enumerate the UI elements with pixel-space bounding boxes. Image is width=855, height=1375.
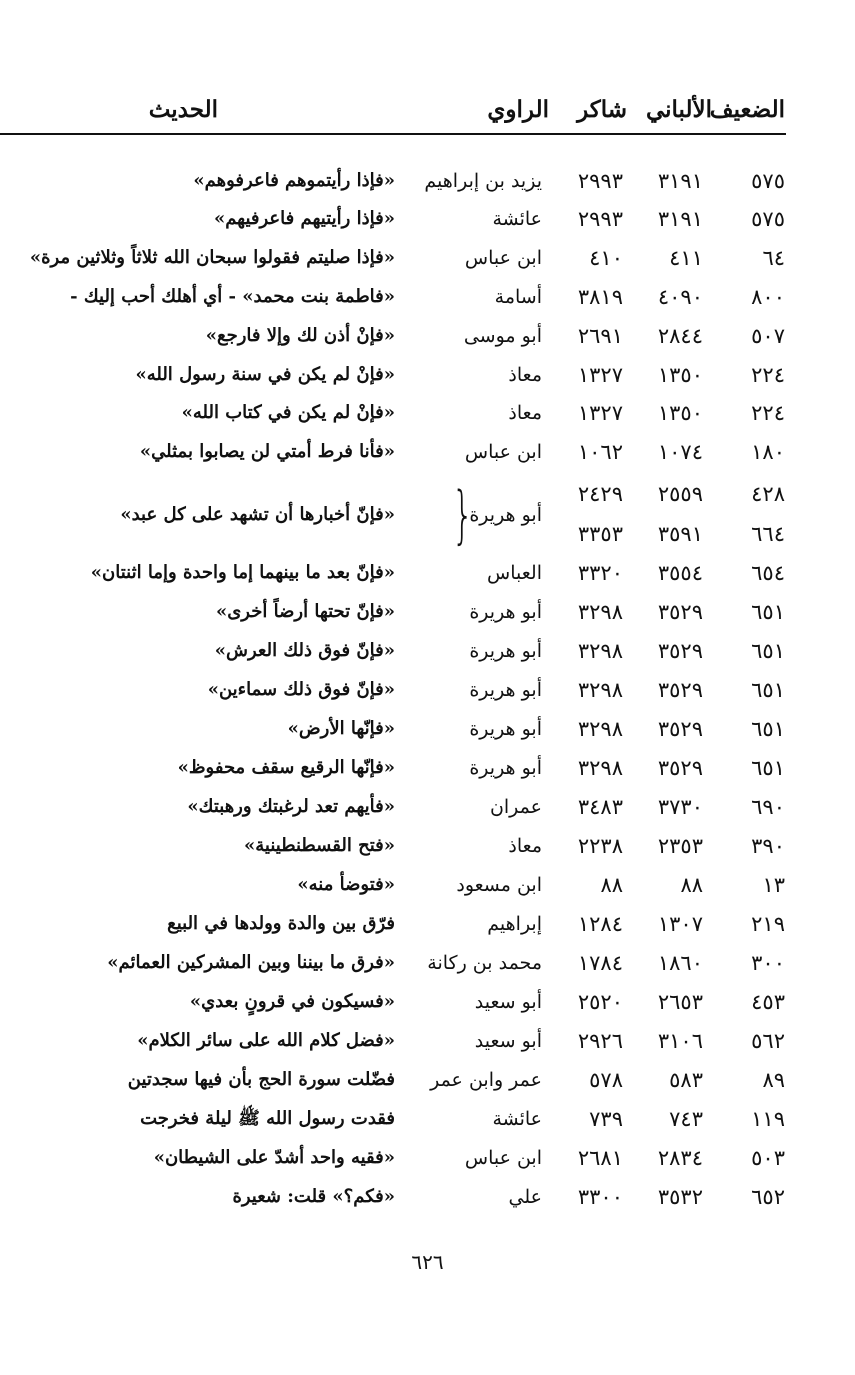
merged-rawi: أبو هريرة bbox=[469, 504, 542, 526]
cell-albani: ٣٥٣٢ bbox=[657, 1185, 703, 1209]
table-row bbox=[0, 239, 855, 277]
cell-shakir: ٣٣٥٣ bbox=[577, 522, 623, 546]
cell-rawi: أبو سعيد bbox=[474, 991, 542, 1013]
cell-shakir: ٢٤٢٩ bbox=[577, 482, 623, 506]
header-shakir: شاكر bbox=[577, 96, 627, 123]
cell-albani: ٣٥٢٩ bbox=[657, 756, 703, 780]
cell-rawi: علي bbox=[508, 1186, 542, 1208]
cell-hadith: «فإنْ لم يكن في سنة رسول الله» bbox=[135, 364, 395, 385]
cell-hadith: «فقيه واحد أشدّ على الشيطان» bbox=[153, 1147, 395, 1168]
cell-rawi: أبو هريرة bbox=[469, 757, 542, 779]
cell-hadith: فقدت رسول الله ﷺ ليلة فخرجت bbox=[140, 1108, 395, 1129]
cell-daif: ٥٠٣ bbox=[751, 1146, 785, 1170]
cell-daif: ٥٧٥ bbox=[751, 207, 785, 231]
header-rawi: الراوي bbox=[487, 96, 549, 123]
cell-rawi: ابن عباس bbox=[464, 1147, 542, 1169]
cell-daif: ٥٠٧ bbox=[751, 324, 785, 348]
cell-rawi: عمران bbox=[489, 796, 542, 818]
cell-shakir: ٣٢٩٨ bbox=[577, 678, 623, 702]
cell-rawi: إبراهيم bbox=[487, 913, 542, 935]
cell-daif: ٢٢٤ bbox=[751, 363, 785, 387]
cell-shakir: ٣٢٩٨ bbox=[577, 756, 623, 780]
cell-daif: ٦٦٤ bbox=[751, 522, 785, 546]
cell-albani: ٣٥٢٩ bbox=[657, 678, 703, 702]
cell-rawi: عائشة bbox=[492, 1108, 542, 1130]
cell-albani: ١٨٦٠ bbox=[657, 951, 703, 975]
cell-daif: ٤٢٨ bbox=[751, 482, 785, 506]
cell-shakir: ١٣٢٧ bbox=[577, 401, 623, 425]
cell-rawi: معاذ bbox=[508, 364, 542, 386]
cell-daif: ٦٥٤ bbox=[751, 561, 785, 585]
table-row bbox=[0, 710, 855, 748]
cell-shakir: ٣٣٢٠ bbox=[577, 561, 623, 585]
cell-daif: ٤٥٣ bbox=[751, 990, 785, 1014]
table-row bbox=[0, 278, 855, 316]
cell-shakir: ٢٩٩٣ bbox=[577, 207, 623, 231]
cell-hadith: «فإنّ فوق ذلك سماءين» bbox=[207, 679, 395, 700]
cell-albani: ٤١١ bbox=[669, 246, 703, 270]
cell-daif: ٦٥١ bbox=[751, 639, 785, 663]
table-row bbox=[0, 671, 855, 709]
cell-daif: ٢٢٤ bbox=[751, 401, 785, 425]
cell-daif: ٦٥١ bbox=[751, 600, 785, 624]
cell-hadith: «فإنّ تحتها أرضاً أخرى» bbox=[215, 601, 395, 622]
cell-hadith: «فكم؟» قلت: شعيرة bbox=[232, 1186, 395, 1207]
cell-albani: ٢٨٣٤ bbox=[657, 1146, 703, 1170]
cell-albani: ٢٣٥٣ bbox=[657, 834, 703, 858]
merged-hadith: «فإنّ أخبارها أن تشهد على كل عبد» bbox=[120, 504, 395, 525]
cell-rawi: ابن عباس bbox=[464, 247, 542, 269]
cell-shakir: ٥٧٨ bbox=[589, 1068, 623, 1092]
cell-albani: ٢٨٤٤ bbox=[657, 324, 703, 348]
cell-daif: ٦٥١ bbox=[751, 678, 785, 702]
cell-shakir: ٢٩٩٣ bbox=[577, 169, 623, 193]
cell-albani: ٢٦٥٣ bbox=[657, 990, 703, 1014]
cell-rawi: أبو هريرة bbox=[469, 640, 542, 662]
cell-daif: ١٨٠ bbox=[751, 440, 785, 464]
cell-albani: ٣٥٥٤ bbox=[657, 561, 703, 585]
cell-shakir: ٢٥٢٠ bbox=[577, 990, 623, 1014]
cell-rawi: أبو هريرة bbox=[469, 679, 542, 701]
cell-albani: ٧٤٣ bbox=[669, 1107, 703, 1131]
cell-shakir: ١٣٢٧ bbox=[577, 363, 623, 387]
cell-rawi: يزيد بن إبراهيم bbox=[424, 170, 542, 192]
cell-daif: ٢١٩ bbox=[751, 912, 785, 936]
table-row bbox=[0, 394, 855, 432]
cell-shakir: ٣٢٩٨ bbox=[577, 639, 623, 663]
header-albani: الألباني bbox=[645, 96, 712, 123]
cell-rawi: محمد بن ركانة bbox=[427, 952, 542, 974]
cell-rawi: معاذ bbox=[508, 835, 542, 857]
cell-hadith: فضّلت سورة الحج بأن فيها سجدتين bbox=[127, 1069, 395, 1090]
table-row bbox=[0, 827, 855, 865]
cell-shakir: ٣٣٠٠ bbox=[577, 1185, 623, 1209]
table-row bbox=[0, 1139, 855, 1177]
table-row bbox=[0, 1061, 855, 1099]
cell-hadith: «فسيكون في قرونٍ بعدي» bbox=[189, 991, 395, 1012]
cell-daif: ٣٩٠ bbox=[751, 834, 785, 858]
cell-daif: ٨٩ bbox=[762, 1068, 785, 1092]
grouping-brace: } bbox=[451, 478, 474, 551]
cell-hadith: «فاطمة بنت محمد» - أي أهلك أحب إليك - bbox=[70, 286, 395, 307]
cell-rawi: ابن عباس bbox=[464, 441, 542, 463]
cell-shakir: ٤١٠ bbox=[589, 246, 623, 270]
cell-albani: ٣٥٩١ bbox=[657, 522, 703, 546]
cell-shakir: ٢٩٢٦ bbox=[577, 1029, 623, 1053]
table-row bbox=[0, 593, 855, 631]
cell-shakir: ٢٦٩١ bbox=[577, 324, 623, 348]
cell-daif: ٦٥١ bbox=[751, 756, 785, 780]
table-row bbox=[0, 317, 855, 355]
cell-rawi: أبو موسى bbox=[463, 325, 542, 347]
cell-rawi: ابن مسعود bbox=[456, 874, 542, 896]
cell-daif: ١١٩ bbox=[751, 1107, 785, 1131]
table-row bbox=[0, 356, 855, 394]
cell-shakir: ١٢٨٤ bbox=[577, 912, 623, 936]
cell-albani: ١٠٧٤ bbox=[657, 440, 703, 464]
cell-albani: ١٣٥٠ bbox=[657, 401, 703, 425]
cell-hadith: «فإنْ أذن لك وإلا فارجع» bbox=[205, 325, 395, 346]
cell-shakir: ٧٣٩ bbox=[589, 1107, 623, 1131]
cell-daif: ٥٦٢ bbox=[751, 1029, 785, 1053]
header-hadith: الحديث bbox=[148, 96, 218, 123]
cell-daif: ٥٧٥ bbox=[751, 169, 785, 193]
table-row bbox=[0, 632, 855, 670]
table-row bbox=[0, 788, 855, 826]
cell-shakir: ٢٢٣٨ bbox=[577, 834, 623, 858]
cell-hadith: «فأيهم تعد لرغبتك ورهبتك» bbox=[187, 796, 395, 817]
table-row bbox=[0, 1178, 855, 1216]
cell-rawi: عمر وابن عمر bbox=[430, 1069, 542, 1091]
table-row bbox=[0, 944, 855, 982]
cell-shakir: ١٧٨٤ bbox=[577, 951, 623, 975]
table-row bbox=[0, 866, 855, 904]
cell-daif: ٨٠٠ bbox=[751, 285, 785, 309]
table-row bbox=[0, 200, 855, 238]
cell-shakir: ٣٢٩٨ bbox=[577, 717, 623, 741]
cell-shakir: ١٠٦٢ bbox=[577, 440, 623, 464]
cell-hadith: «فإذا صليتم فقولوا سبحان الله ثلاثاً وثلاثين مرة» bbox=[29, 247, 395, 268]
cell-hadith: «فرق ما بيننا وبين المشركين العمائم» bbox=[107, 952, 395, 973]
cell-hadith: «فتح القسطنطينية» bbox=[244, 835, 395, 856]
cell-daif: ٦٥١ bbox=[751, 717, 785, 741]
page-number: ٦٢٦ bbox=[411, 1250, 444, 1274]
cell-daif: ٦٩٠ bbox=[751, 795, 785, 819]
table-row bbox=[0, 1100, 855, 1138]
cell-hadith: «فإنّها الأرض» bbox=[287, 718, 395, 739]
table-row bbox=[0, 905, 855, 943]
cell-hadith: «فضل كلام الله على سائر الكلام» bbox=[137, 1030, 395, 1051]
table-row bbox=[0, 1022, 855, 1060]
cell-rawi: معاذ bbox=[508, 402, 542, 424]
cell-albani: ٣٥٢٩ bbox=[657, 717, 703, 741]
cell-shakir: ٣٢٩٨ bbox=[577, 600, 623, 624]
merged-row bbox=[0, 496, 855, 534]
cell-hadith: «فإذا رأيتموهم فاعرفوهم» bbox=[193, 170, 395, 191]
table-row bbox=[0, 983, 855, 1021]
cell-rawi: أبو هريرة bbox=[469, 718, 542, 740]
cell-albani: ٣١٩١ bbox=[657, 207, 703, 231]
cell-hadith: «فإنْ لم يكن في كتاب الله» bbox=[181, 402, 395, 423]
cell-shakir: ٣٤٨٣ bbox=[577, 795, 623, 819]
cell-hadith: «فإنّ بعد ما بينهما إما واحدة وإما اثنتان» bbox=[90, 562, 395, 583]
cell-hadith: «فإذا رأيتيهم فاعرفيهم» bbox=[213, 208, 395, 229]
cell-albani: ٥٨٣ bbox=[669, 1068, 703, 1092]
cell-albani: ٣١٠٦ bbox=[657, 1029, 703, 1053]
table-row bbox=[0, 433, 855, 471]
cell-albani: ١٣٠٧ bbox=[657, 912, 703, 936]
cell-albani: ٨٨ bbox=[680, 873, 703, 897]
cell-albani: ٤٠٩٠ bbox=[657, 285, 703, 309]
table-row bbox=[0, 554, 855, 592]
cell-albani: ٣٥٢٩ bbox=[657, 639, 703, 663]
cell-rawi: أبو هريرة bbox=[469, 601, 542, 623]
cell-hadith: «فتوضأ منه» bbox=[297, 874, 395, 895]
cell-shakir: ٢٦٨١ bbox=[577, 1146, 623, 1170]
cell-shakir: ٨٨ bbox=[600, 873, 623, 897]
table-row bbox=[0, 749, 855, 787]
cell-albani: ٢٥٥٩ bbox=[657, 482, 703, 506]
cell-hadith: «فإنّها الرقيع سقف محفوظ» bbox=[177, 757, 395, 778]
header-rule bbox=[0, 133, 786, 135]
cell-hadith: فرّق بين والدة وولدها في البيع bbox=[167, 913, 395, 934]
cell-albani: ٣١٩١ bbox=[657, 169, 703, 193]
cell-rawi: عائشة bbox=[492, 208, 542, 230]
cell-shakir: ٣٨١٩ bbox=[577, 285, 623, 309]
header-daif: الضعيف bbox=[709, 96, 785, 123]
table-row bbox=[0, 162, 855, 200]
cell-rawi: أبو سعيد bbox=[474, 1030, 542, 1052]
cell-albani: ١٣٥٠ bbox=[657, 363, 703, 387]
cell-rawi: أسامة bbox=[494, 286, 542, 308]
cell-daif: ٦٤ bbox=[762, 246, 785, 270]
cell-rawi: العباس bbox=[487, 562, 542, 584]
cell-hadith: «فأنا فرط أمتي لن يصابوا بمثلي» bbox=[139, 441, 395, 462]
cell-albani: ٣٥٢٩ bbox=[657, 600, 703, 624]
cell-daif: ١٣ bbox=[762, 873, 785, 897]
cell-hadith: «فإنّ فوق ذلك العرش» bbox=[214, 640, 395, 661]
cell-albani: ٣٧٣٠ bbox=[657, 795, 703, 819]
cell-daif: ٣٠٠ bbox=[751, 951, 785, 975]
cell-daif: ٦٥٢ bbox=[751, 1185, 785, 1209]
